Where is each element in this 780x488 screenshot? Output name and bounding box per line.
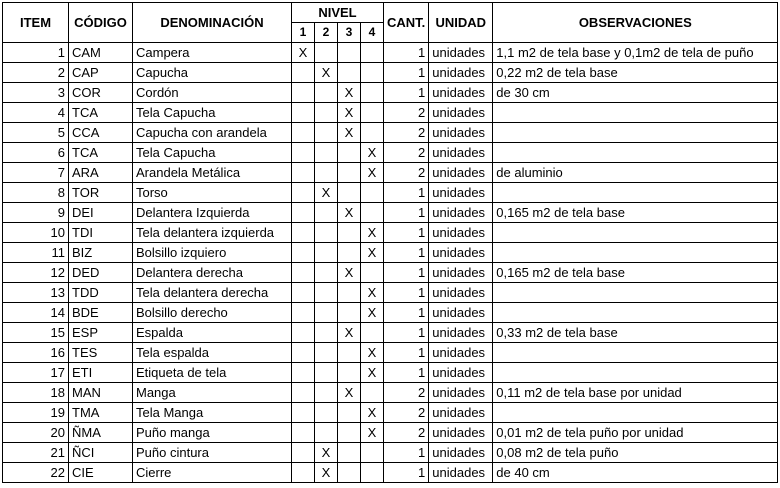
level-mark: X [315, 463, 338, 483]
denominacion-cell: Tela delantera izquierda [133, 223, 292, 243]
table-row [3, 303, 778, 323]
item-cell: 18 [3, 383, 69, 403]
codigo-cell: MAN [69, 383, 133, 403]
table-row [3, 343, 778, 363]
cant-cell: 2 [384, 423, 429, 443]
level-3-cell [338, 143, 361, 163]
unidad-cell: unidades [429, 143, 493, 163]
table-row [3, 103, 778, 123]
level-2-cell [315, 363, 338, 383]
level-1-cell [292, 303, 315, 323]
bill-of-materials-table [2, 2, 778, 483]
codigo-cell: BIZ [69, 243, 133, 263]
codigo-cell: CAP [69, 63, 133, 83]
item-cell: 6 [3, 143, 69, 163]
level-1-cell [292, 443, 315, 463]
level-1-cell [292, 203, 315, 223]
unidad-cell: unidades [429, 63, 493, 83]
unidad-cell: unidades [429, 103, 493, 123]
level-3-cell [338, 223, 361, 243]
unidad-cell: unidades [429, 383, 493, 403]
level-mark: X [338, 383, 361, 403]
header-codigo: CÓDIGO [69, 3, 133, 43]
level-mark: X [338, 323, 361, 343]
codigo-cell: TDD [69, 283, 133, 303]
cant-cell: 1 [384, 443, 429, 463]
cant-cell: 1 [384, 243, 429, 263]
level-2-cell [315, 423, 338, 443]
level-2-cell [315, 223, 338, 243]
level-4-cell [361, 323, 384, 343]
item-cell: 13 [3, 283, 69, 303]
codigo-cell: CCA [69, 123, 133, 143]
codigo-cell: BDE [69, 303, 133, 323]
cant-cell: 2 [384, 123, 429, 143]
header-nivel: NIVEL [292, 3, 384, 23]
level-mark: X [361, 283, 384, 303]
item-cell: 2 [3, 63, 69, 83]
codigo-cell: COR [69, 83, 133, 103]
level-1-cell [292, 363, 315, 383]
table-row [3, 323, 778, 343]
level-4-cell [361, 443, 384, 463]
denominacion-cell: Bolsillo izquiero [133, 243, 292, 263]
item-cell: 12 [3, 263, 69, 283]
level-3-cell [338, 303, 361, 323]
level-mark: X [338, 83, 361, 103]
level-2-cell [315, 123, 338, 143]
cant-cell: 1 [384, 323, 429, 343]
level-mark: X [338, 263, 361, 283]
level-1-cell [292, 463, 315, 483]
level-2-cell [315, 403, 338, 423]
header-level-2: 2 [315, 23, 338, 43]
codigo-cell: TCA [69, 103, 133, 123]
level-mark: X [338, 103, 361, 123]
level-2-cell [315, 43, 338, 63]
level-2-cell [315, 263, 338, 283]
codigo-cell: ARA [69, 163, 133, 183]
codigo-cell: ÑCI [69, 443, 133, 463]
level-2-cell [315, 323, 338, 343]
cant-cell: 1 [384, 363, 429, 383]
level-1-cell [292, 343, 315, 363]
item-cell: 17 [3, 363, 69, 383]
level-2-cell [315, 103, 338, 123]
observaciones-cell: 0,01 m2 de tela puño por unidad [493, 423, 778, 443]
level-3-cell [338, 363, 361, 383]
observaciones-cell [493, 103, 778, 123]
denominacion-cell: Etiqueta de tela [133, 363, 292, 383]
unidad-cell: unidades [429, 283, 493, 303]
observaciones-cell: de aluminio [493, 163, 778, 183]
level-1-cell [292, 143, 315, 163]
codigo-cell: TCA [69, 143, 133, 163]
level-4-cell [361, 83, 384, 103]
table-row [3, 83, 778, 103]
unidad-cell: unidades [429, 43, 493, 63]
observaciones-cell: 0,33 m2 de tela base [493, 323, 778, 343]
table-row [3, 463, 778, 483]
level-mark: X [361, 243, 384, 263]
level-4-cell [361, 383, 384, 403]
level-1-cell [292, 403, 315, 423]
table-row [3, 263, 778, 283]
level-3-cell [338, 63, 361, 83]
level-mark: X [315, 63, 338, 83]
level-1-cell [292, 123, 315, 143]
denominacion-cell: Tela Manga [133, 403, 292, 423]
unidad-cell: unidades [429, 363, 493, 383]
level-4-cell [361, 103, 384, 123]
header-level-4: 4 [361, 23, 384, 43]
table-row [3, 43, 778, 63]
level-mark: X [361, 363, 384, 383]
table-row [3, 383, 778, 403]
item-cell: 4 [3, 103, 69, 123]
level-mark: X [361, 403, 384, 423]
level-4-cell [361, 63, 384, 83]
level-4-cell [361, 203, 384, 223]
observaciones-cell: de 40 cm [493, 463, 778, 483]
level-mark: X [361, 343, 384, 363]
item-cell: 22 [3, 463, 69, 483]
header-cant: CANT. [384, 3, 429, 43]
observaciones-cell: 0,22 m2 de tela base [493, 63, 778, 83]
observaciones-cell: 0,11 m2 de tela base por unidad [493, 383, 778, 403]
item-cell: 10 [3, 223, 69, 243]
denominacion-cell: Espalda [133, 323, 292, 343]
codigo-cell: TDI [69, 223, 133, 243]
level-2-cell [315, 283, 338, 303]
level-1-cell [292, 323, 315, 343]
header-observaciones: OBSERVACIONES [493, 3, 778, 43]
cant-cell: 1 [384, 263, 429, 283]
item-cell: 20 [3, 423, 69, 443]
observaciones-cell: 0,08 m2 de tela puño [493, 443, 778, 463]
level-mark: X [338, 203, 361, 223]
level-1-cell [292, 103, 315, 123]
denominacion-cell: Cordón [133, 83, 292, 103]
denominacion-cell: Torso [133, 183, 292, 203]
unidad-cell: unidades [429, 303, 493, 323]
unidad-cell: unidades [429, 343, 493, 363]
level-2-cell [315, 303, 338, 323]
level-1-cell [292, 423, 315, 443]
denominacion-cell: Tela Capucha [133, 103, 292, 123]
unidad-cell: unidades [429, 163, 493, 183]
cant-cell: 1 [384, 183, 429, 203]
cant-cell: 1 [384, 203, 429, 223]
unidad-cell: unidades [429, 203, 493, 223]
level-2-cell [315, 83, 338, 103]
cant-cell: 1 [384, 223, 429, 243]
denominacion-cell: Cierre [133, 463, 292, 483]
item-cell: 21 [3, 443, 69, 463]
table-row [3, 443, 778, 463]
header-level-3: 3 [338, 23, 361, 43]
table-row [3, 423, 778, 443]
level-2-cell [315, 143, 338, 163]
unidad-cell: unidades [429, 403, 493, 423]
cant-cell: 1 [384, 303, 429, 323]
level-4-cell [361, 263, 384, 283]
observaciones-cell [493, 243, 778, 263]
observaciones-cell [493, 303, 778, 323]
unidad-cell: unidades [429, 123, 493, 143]
unidad-cell: unidades [429, 443, 493, 463]
table-row [3, 243, 778, 263]
denominacion-cell: Campera [133, 43, 292, 63]
level-3-cell [338, 183, 361, 203]
denominacion-cell: Puño manga [133, 423, 292, 443]
item-cell: 11 [3, 243, 69, 263]
cant-cell: 1 [384, 343, 429, 363]
level-3-cell [338, 243, 361, 263]
denominacion-cell: Bolsillo derecho [133, 303, 292, 323]
observaciones-cell [493, 343, 778, 363]
codigo-cell: CAM [69, 43, 133, 63]
table-row [3, 223, 778, 243]
cant-cell: 2 [384, 103, 429, 123]
level-2-cell [315, 383, 338, 403]
observaciones-cell [493, 223, 778, 243]
level-4-cell [361, 183, 384, 203]
level-3-cell [338, 443, 361, 463]
level-4-cell [361, 463, 384, 483]
table-row [3, 183, 778, 203]
level-mark: X [315, 443, 338, 463]
denominacion-cell: Puño cintura [133, 443, 292, 463]
denominacion-cell: Manga [133, 383, 292, 403]
cant-cell: 1 [384, 283, 429, 303]
unidad-cell: unidades [429, 463, 493, 483]
header-item: ITEM [3, 3, 69, 43]
cant-cell: 2 [384, 163, 429, 183]
unidad-cell: unidades [429, 183, 493, 203]
codigo-cell: TES [69, 343, 133, 363]
level-1-cell [292, 183, 315, 203]
level-1-cell [292, 63, 315, 83]
level-3-cell [338, 463, 361, 483]
observaciones-cell [493, 363, 778, 383]
level-3-cell [338, 283, 361, 303]
cant-cell: 2 [384, 143, 429, 163]
item-cell: 8 [3, 183, 69, 203]
observaciones-cell: 0,165 m2 de tela base [493, 203, 778, 223]
observaciones-cell: 0,165 m2 de tela base [493, 263, 778, 283]
denominacion-cell: Tela Capucha [133, 143, 292, 163]
cant-cell: 1 [384, 63, 429, 83]
item-cell: 19 [3, 403, 69, 423]
codigo-cell: TMA [69, 403, 133, 423]
unidad-cell: unidades [429, 223, 493, 243]
codigo-cell: ESP [69, 323, 133, 343]
table-row [3, 283, 778, 303]
header-level-1: 1 [292, 23, 315, 43]
table-row [3, 203, 778, 223]
level-2-cell [315, 203, 338, 223]
level-mark: X [361, 163, 384, 183]
level-1-cell [292, 163, 315, 183]
denominacion-cell: Arandela Metálica [133, 163, 292, 183]
level-4-cell [361, 43, 384, 63]
codigo-cell: ETI [69, 363, 133, 383]
level-mark: X [361, 223, 384, 243]
header-denominacion: DENOMINACIÓN [133, 3, 292, 43]
codigo-cell: DEI [69, 203, 133, 223]
denominacion-cell: Delantera derecha [133, 263, 292, 283]
observaciones-cell [493, 183, 778, 203]
level-1-cell [292, 83, 315, 103]
level-1-cell [292, 283, 315, 303]
level-3-cell [338, 403, 361, 423]
cant-cell: 1 [384, 83, 429, 103]
cant-cell: 2 [384, 383, 429, 403]
level-1-cell [292, 223, 315, 243]
item-cell: 7 [3, 163, 69, 183]
denominacion-cell: Capucha [133, 63, 292, 83]
level-1-cell [292, 263, 315, 283]
item-cell: 14 [3, 303, 69, 323]
observaciones-cell [493, 143, 778, 163]
codigo-cell: TOR [69, 183, 133, 203]
level-3-cell [338, 163, 361, 183]
item-cell: 3 [3, 83, 69, 103]
level-2-cell [315, 243, 338, 263]
observaciones-cell: de 30 cm [493, 83, 778, 103]
table-row [3, 63, 778, 83]
item-cell: 15 [3, 323, 69, 343]
codigo-cell: ÑMA [69, 423, 133, 443]
level-mark: X [315, 183, 338, 203]
table-row [3, 363, 778, 383]
level-2-cell [315, 343, 338, 363]
level-3-cell [338, 343, 361, 363]
level-3-cell [338, 43, 361, 63]
level-mark: X [361, 423, 384, 443]
denominacion-cell: Tela espalda [133, 343, 292, 363]
denominacion-cell: Delantera Izquierda [133, 203, 292, 223]
unidad-cell: unidades [429, 243, 493, 263]
unidad-cell: unidades [429, 323, 493, 343]
item-cell: 16 [3, 343, 69, 363]
level-3-cell [338, 423, 361, 443]
table-row [3, 163, 778, 183]
header-row [3, 3, 778, 23]
item-cell: 5 [3, 123, 69, 143]
item-cell: 9 [3, 203, 69, 223]
level-2-cell [315, 163, 338, 183]
level-4-cell [361, 123, 384, 143]
item-cell: 1 [3, 43, 69, 63]
codigo-cell: DED [69, 263, 133, 283]
codigo-cell: CIE [69, 463, 133, 483]
observaciones-cell: 1,1 m2 de tela base y 0,1m2 de tela de puño [493, 43, 778, 63]
header-unidad: UNIDAD [429, 3, 493, 43]
level-mark: X [361, 303, 384, 323]
cant-cell: 1 [384, 43, 429, 63]
level-mark: X [361, 143, 384, 163]
unidad-cell: unidades [429, 423, 493, 443]
denominacion-cell: Tela delantera derecha [133, 283, 292, 303]
unidad-cell: unidades [429, 83, 493, 103]
level-mark: X [292, 43, 315, 63]
level-mark: X [338, 123, 361, 143]
observaciones-cell [493, 123, 778, 143]
denominacion-cell: Capucha con arandela [133, 123, 292, 143]
table-row [3, 123, 778, 143]
table-body [3, 43, 778, 483]
cant-cell: 2 [384, 403, 429, 423]
observaciones-cell [493, 403, 778, 423]
level-1-cell [292, 243, 315, 263]
level-1-cell [292, 383, 315, 403]
cant-cell: 1 [384, 463, 429, 483]
table-row [3, 143, 778, 163]
observaciones-cell [493, 283, 778, 303]
table-row [3, 403, 778, 423]
unidad-cell: unidades [429, 263, 493, 283]
